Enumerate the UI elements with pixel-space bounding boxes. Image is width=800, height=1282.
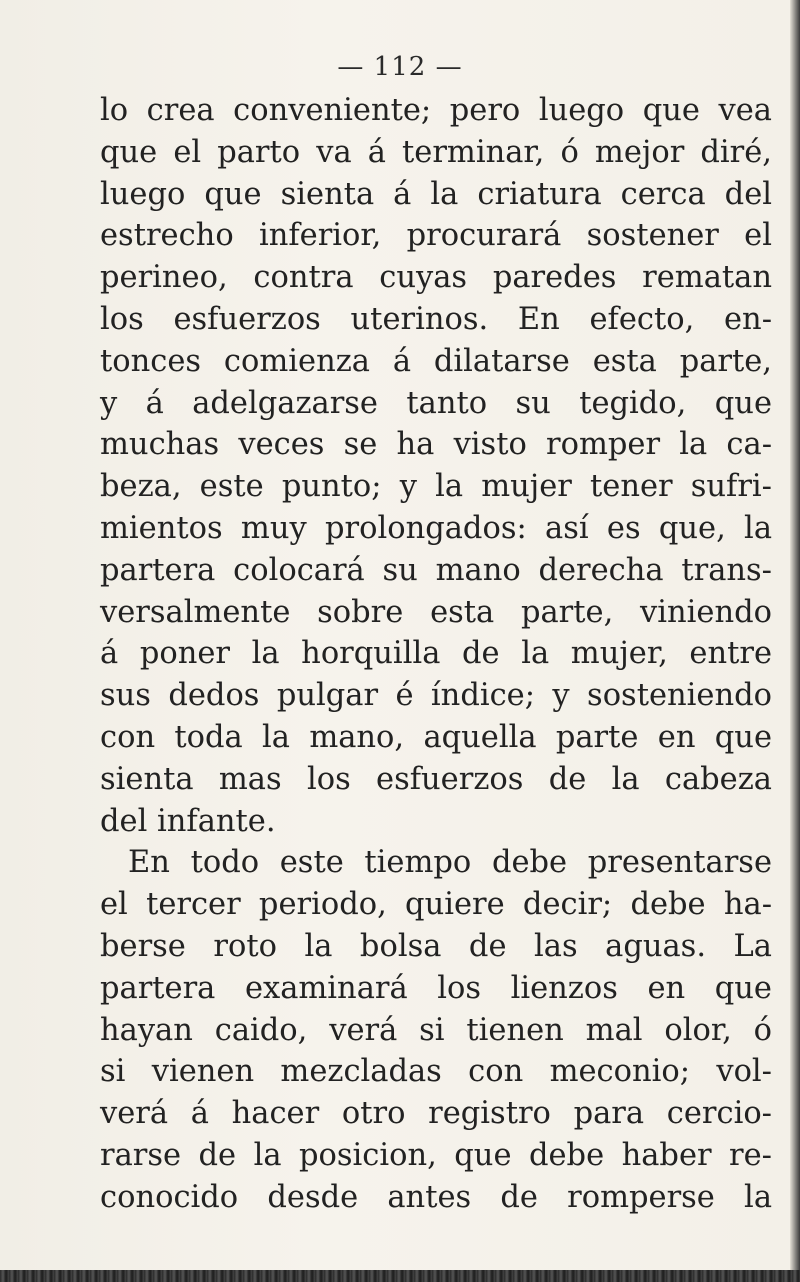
text-line: y á adelgazarse tanto su tegido, que (100, 385, 772, 421)
text-line: berse roto la bolsa de las aguas. La (100, 928, 772, 964)
page-bottom-edge (0, 1270, 800, 1282)
text-line: á poner la horquilla de la mujer, entre (100, 636, 772, 672)
text-line: rarse de la posicion, que debe haber re- (100, 1137, 772, 1173)
text-line: el tercer periodo, quiere decir; debe ha- (100, 887, 772, 923)
text-line: versalmente sobre esta parte, viniendo (100, 594, 772, 630)
text-line: conocido desde antes de romperse la (100, 1179, 772, 1215)
text-line: muchas veces se ha visto romper la ca- (100, 427, 772, 463)
text-line: luego que sienta á la criatura cerca del (100, 176, 772, 212)
text-line: tonces comienza á dilatarse esta parte, (100, 343, 772, 379)
text-line: que el parto va á terminar, ó mejor diré, (100, 134, 772, 170)
text-line: partera examinará los lienzos en que (100, 970, 772, 1006)
text-line: sienta mas los esfuerzos de la cabeza (100, 761, 772, 797)
text-line: partera colocará su mano derecha trans- (100, 552, 772, 588)
paragraph-start-line: En todo este tiempo debe presentarse (128, 845, 772, 881)
page-number: — 112 — (337, 52, 463, 82)
text-line: si vienen mezcladas con meconio; vol- (100, 1054, 772, 1090)
text-line: estrecho inferior, procurará sostener el (100, 218, 772, 254)
text-line: lo crea conveniente; pero luego que vea (100, 93, 772, 128)
text-line: sus dedos pulgar é índice; y sosteniendo (100, 678, 772, 714)
text-line: con toda la mano, aquella parte en que (100, 719, 772, 755)
paragraph-end-line: del infante. (100, 803, 276, 839)
text-line: mientos muy prolongados: así es que, la (100, 510, 772, 546)
text-line: perineo, contra cuyas paredes rematan (100, 260, 772, 296)
text-line: verá á hacer otro registro para cercio- (100, 1096, 772, 1132)
body-text (100, 90, 772, 1219)
text-line: beza, este punto; y la mujer tener sufri- (100, 469, 772, 505)
text-line: los esfuerzos uterinos. En efecto, en- (100, 301, 772, 337)
text-line: hayan caido, verá si tienen mal olor, ó (100, 1012, 772, 1048)
page-binding-edge (790, 0, 800, 1282)
